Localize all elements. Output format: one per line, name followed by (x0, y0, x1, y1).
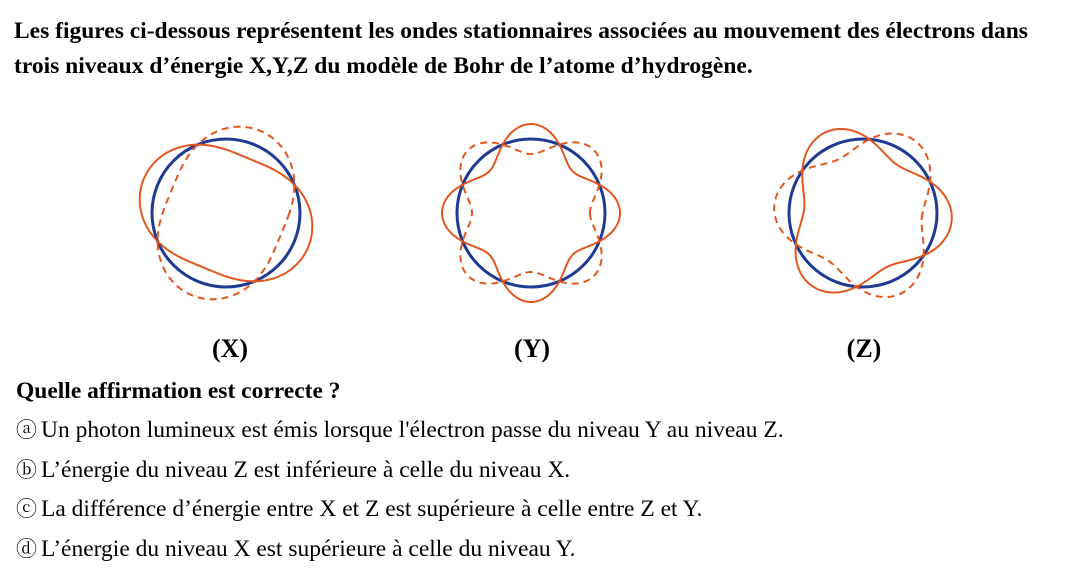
option-b-marker: ⓑ (16, 457, 37, 482)
standing-wave-z (772, 122, 954, 304)
option-c-text: La différence d’énergie entre X et Z est supérieure à celle entre Z et Y. (41, 496, 703, 522)
figure-z (772, 122, 954, 304)
standing-wave-y (440, 122, 622, 304)
option-a-text: Un photon lumineux est émis lorsque l'électron passe du niveau Y au niveau Z. (41, 417, 784, 443)
option-a-marker: ⓐ (16, 418, 37, 442)
option-b[interactable] (16, 454, 784, 494)
intro-text: Les figures ci-dessous représentent les ondes stationnaires associées au mouvement des électrons dans trois niveaux d’énergie X,Y,Z du modèle de Bohr de l’atome d’hydrogène. (14, 18, 1028, 79)
option-b-text: L’énergie du niveau Z est inférieure à celle du niveau X. (41, 456, 571, 483)
figure-y (440, 122, 622, 304)
option-d[interactable] (16, 533, 784, 573)
wave-dashed (460, 142, 601, 283)
option-c[interactable] (16, 493, 784, 533)
orbit-circle (789, 139, 937, 287)
wave-dashed (158, 127, 295, 300)
question-text: Quelle affirmation est correcte ? (16, 378, 341, 404)
standing-wave-x (135, 122, 317, 304)
orbit-circle (152, 139, 300, 287)
wave-solid (140, 145, 313, 282)
answer-options (16, 414, 784, 572)
orbit-circle (457, 139, 605, 287)
option-c-marker: ⓒ (16, 497, 37, 521)
option-a[interactable] (16, 414, 784, 454)
option-d-marker: ⓓ (16, 536, 37, 561)
option-d-text: L’énergie du niveau X est supérieure à celle du niveau Y. (41, 535, 576, 562)
caption-x: (X) (211, 334, 249, 363)
caption-z: (Z) (846, 334, 882, 363)
caption-y: (Y) (513, 334, 551, 363)
figure-x (135, 122, 317, 304)
